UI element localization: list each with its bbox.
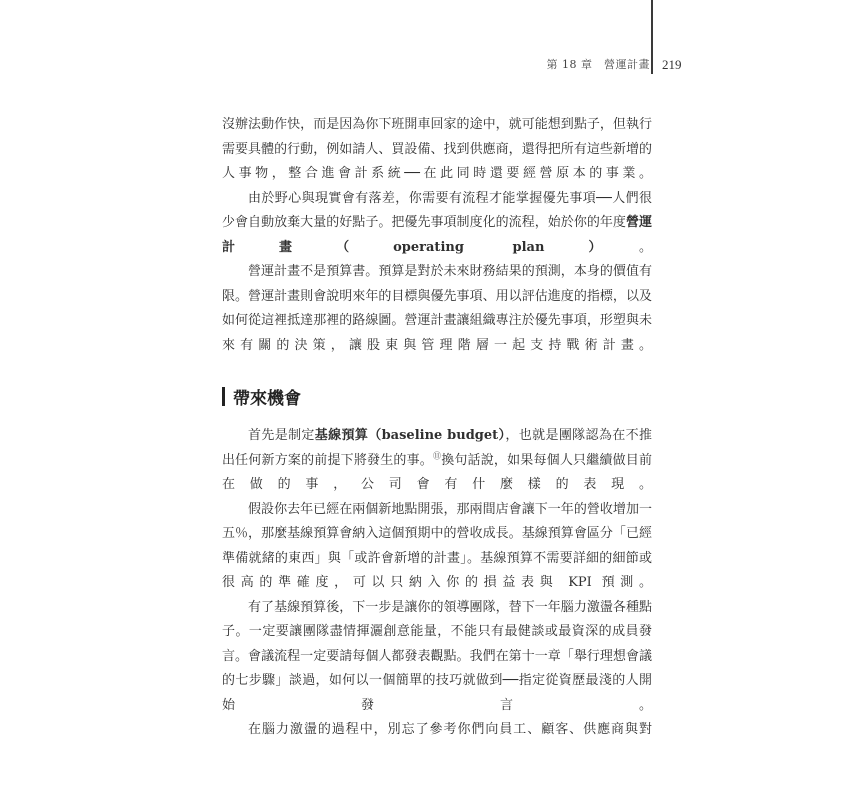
paragraph: 沒辦法動作快，而是因為你下班開車回家的途中，就可能想到點子，但執行需要具體的行動，例如請人、買設備、找到供應商，還得把所有這些新增的人事物，整合進會計系統──在此同時還要經營原本的事業。: [222, 117, 652, 181]
paragraph-text: 。: [638, 239, 652, 255]
intro-text: [222, 113, 652, 358]
page-number: 219: [662, 57, 682, 72]
paragraph-text: ，也就是團隊認為在不推出任何新方案的前提下將發生的事。: [222, 428, 652, 468]
paragraph: [222, 187, 652, 261]
paragraph-text: 首先是制定: [248, 428, 315, 443]
paragraph-text: 換句話說，如果每個人只繼續做目前在做的事，公司會有什麼樣的表現。: [222, 452, 652, 492]
running-head: 第 18 章 營運計畫: [546, 58, 650, 71]
paragraph: 假設你去年已經在兩個新地點開張，那兩間店會讓下一年的營收增加一五％，那麼基線預算會納入這個預期中的營收成長。基線預算會區分「已經準備就緒的東西」與「或許會新增的計畫」。基線預算不需要詳細的細節或很高的準確度，可以只納入你的損益表與 KPI 預測。: [222, 501, 652, 590]
paragraph: [222, 424, 652, 498]
paragraph-text: 由於野心與現實會有落差，你需要有流程才能掌握優先事項──人們很少會自動放棄大量的好點子。把優先事項制度化的流程，始於你的年度: [222, 190, 652, 230]
key-term: 基線預算（baseline budget）: [314, 428, 506, 443]
key-term: 營運計畫（operating plan）: [222, 215, 652, 255]
paragraph: 在腦力激盪的過程中，別忘了參考你們向員工、顧客、供應商與對: [248, 722, 652, 737]
footnote-marker[interactable]: ⑪: [433, 451, 442, 461]
section-text: [222, 424, 652, 743]
section-heading: [222, 384, 301, 408]
section-title: 帶來機會: [233, 388, 301, 409]
paragraph: 營運計畫不是預算書。預算是對於未來財務結果的預測，本身的價值有限。營運計畫則會說明來年的目標與優先事項、用以評估進度的指標，以及如何從這裡抵達那裡的路線圖。營運計畫讓組織專注於優先事項，形塑與未來有關的決策，讓股東與管理階層一起支持戰術計畫。: [222, 264, 652, 353]
paragraph: 有了基線預算後，下一步是讓你的領導團隊，替下一年腦力激盪各種點子。一定要讓團隊盡情揮灑創意能量，不能只有最健談或最資深的成員發言。會議流程一定要請每個人都發表觀點。我們在第十一章「舉行理想會議的七步驟」談過，如何以一個簡單的技巧就做到──指定從資歷最淺的人開始發言。: [222, 599, 652, 713]
heading-bar: [222, 387, 225, 406]
header-rule: [651, 0, 653, 74]
